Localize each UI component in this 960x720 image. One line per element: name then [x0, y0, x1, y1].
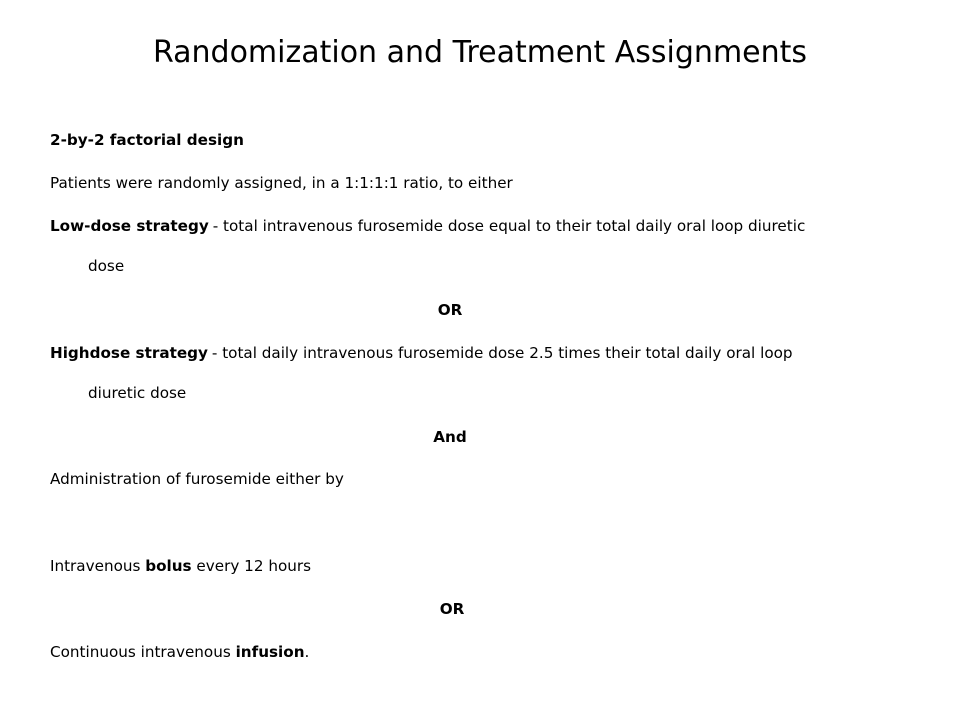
high-dose-line-2: diuretic dose — [88, 384, 187, 402]
low-dose-line-1 — [50, 216, 910, 236]
design-heading — [50, 130, 910, 150]
and-separator: And — [433, 428, 467, 446]
low-dose-text-1: - total intravenous furosemide dose equal to their total daily oral loop diuretic — [212, 217, 806, 235]
high-dose-text-1: - total daily intravenous furosemide dose 2.5 times their total daily oral loop — [211, 344, 793, 362]
infusion-bold: infusion — [235, 643, 305, 661]
bolus-bold: bolus — [145, 557, 192, 575]
bolus-prefix: Intravenous — [50, 557, 146, 575]
or-separator-2: OR — [439, 600, 465, 618]
low-dose-line-2: dose — [88, 257, 125, 275]
intro-line: Patients were randomly assigned, in a 1:1:1:1 ratio, to either — [50, 174, 513, 192]
infusion-suffix: . — [304, 643, 310, 661]
administration-line: Administration of furosemide either by — [50, 470, 344, 488]
bolus-line — [50, 556, 910, 576]
or-separator-1: OR — [437, 301, 463, 319]
high-dose-line-1 — [50, 343, 910, 363]
infusion-prefix: Continuous intravenous — [50, 643, 236, 661]
high-dose-label: Highdose strategy — [50, 344, 208, 362]
low-dose-label: Low-dose strategy — [50, 217, 209, 235]
slide-title: Randomization and Treatment Assignments — [152, 35, 808, 70]
design-heading-text: 2-by-2 factorial design — [50, 131, 244, 149]
bolus-suffix: every 12 hours — [191, 557, 312, 575]
infusion-line — [50, 642, 910, 662]
